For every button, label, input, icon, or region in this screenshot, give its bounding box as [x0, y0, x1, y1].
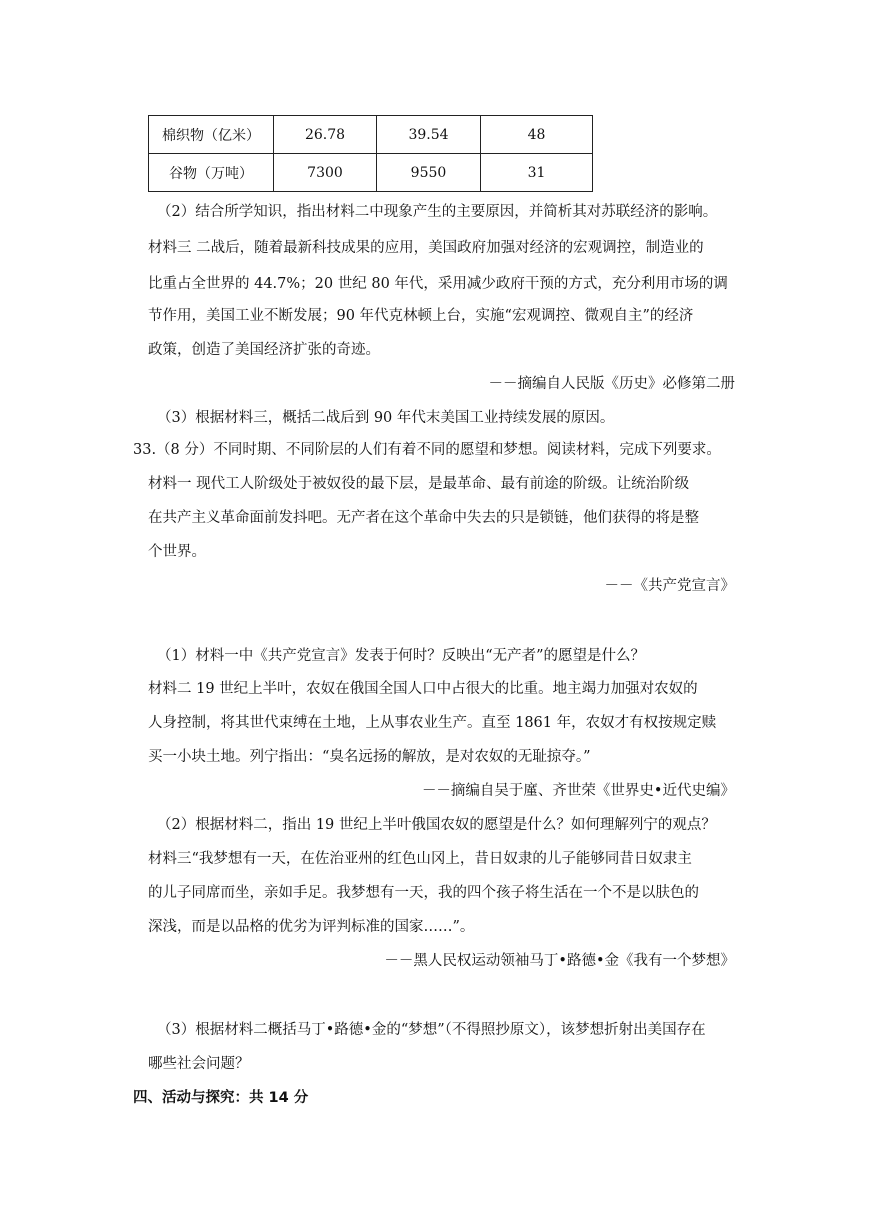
- production-table: [148, 115, 593, 192]
- q33-material-1-line: 在共产主义革命面前发抖吧。无产者在这个革命中失去的只是锁链，他们获得的将是整: [148, 510, 699, 526]
- material-3-line: 材料三 二战后，随着最新科技成果的应用，美国政府加强对经济的宏观调控，制造业的: [148, 240, 704, 256]
- table-row: [149, 116, 593, 154]
- material-3-line: 政策，创造了美国经济扩张的奇迹。: [148, 342, 380, 358]
- section-4-title: 四、活动与探究：共 14 分: [133, 1090, 309, 1106]
- q33-question-1: （1）材料一中《共产党宣言》发表于何时？反映出“无产者”的愿望是什么？: [157, 648, 646, 664]
- q33-material-2-source: －－摘编自吴于廑、齐世荣《世界史•近代史编》: [421, 783, 735, 799]
- q33-material-1-line: 材料一 现代工人阶级处于被奴役的最下层，是最革命、最有前途的阶级。让统治阶级: [148, 476, 690, 492]
- q33-material-3-line: 材料三“我梦想有一天，在佐治亚州的红色山冈上，昔日奴隶的儿子能够同昔日奴隶主: [148, 851, 692, 867]
- table-cell: 7300: [274, 154, 377, 192]
- material-3-line: 节作用，美国工业不断发展；90 年代克林顿上台，实施“宏观调控、微观自主”的经济: [148, 308, 694, 324]
- table-cell: 棉织物（亿米）: [149, 116, 274, 154]
- q33-material-2-line: 人身控制，将其世代束缚在土地，上从事农业生产。直至 1861 年，农奴才有权按规定赎: [148, 715, 717, 731]
- q33-material-1-line: 个世界。: [148, 544, 206, 560]
- material-3-line: 比重占全世界的 44.7%；20 世纪 80 年代，采用减少政府干预的方式，充分利用市场的调: [148, 276, 728, 292]
- table-cell: 31: [481, 154, 593, 192]
- table-cell: 39.54: [377, 116, 481, 154]
- q33-question-3: 哪些社会问题？: [148, 1056, 250, 1072]
- table-cell: 谷物（万吨）: [149, 154, 274, 192]
- q33-material-2-line: 材料二 19 世纪上半叶，农奴在俄国全国人口中占很大的比重。地主竭力加强对农奴的: [148, 681, 698, 697]
- table-cell: 48: [481, 116, 593, 154]
- material-3-source: －－摘编自人民版《历史》必修第二册: [488, 376, 735, 392]
- q33-material-3-source: －－黑人民权运动领袖马丁•路德•金《我有一个梦想》: [384, 953, 735, 969]
- q33-material-1-source: －－《共产党宣言》: [604, 578, 735, 594]
- q33-question-3: （3）根据材料二概括马丁•路德•金的“梦想”（不得照抄原文），该梦想折射出美国存在: [157, 1022, 706, 1038]
- q33-material-3-line: 的儿子同席而坐，亲如手足。我梦想有一天，我的四个孩子将生活在一个不是以肤色的: [148, 885, 699, 901]
- question-2-task: （2）结合所学知识，指出材料二中现象产生的主要原因，并简析其对苏联经济的影响。: [157, 204, 718, 220]
- table-row: [149, 154, 593, 192]
- question-3-task: （3）根据材料三，概括二战后到 90 年代末美国工业持续发展的原因。: [157, 410, 615, 426]
- table-cell: 9550: [377, 154, 481, 192]
- q33-question-2: （2）根据材料二，指出 19 世纪上半叶俄国农奴的愿望是什么？如何理解列宁的观点？: [157, 817, 716, 833]
- q33-material-2-line: 买一小块土地。列宁指出：“臭名远扬的解放，是对农奴的无耻掠夺。”: [148, 749, 591, 765]
- table-cell: 26.78: [274, 116, 377, 154]
- question-33-header: 33.（8 分）不同时期、不同阶层的人们有着不同的愿望和梦想。阅读材料，完成下列要求。: [133, 442, 721, 458]
- q33-material-3-line: 深浅，而是以品格的优劣为评判标准的国家……”。: [148, 919, 475, 935]
